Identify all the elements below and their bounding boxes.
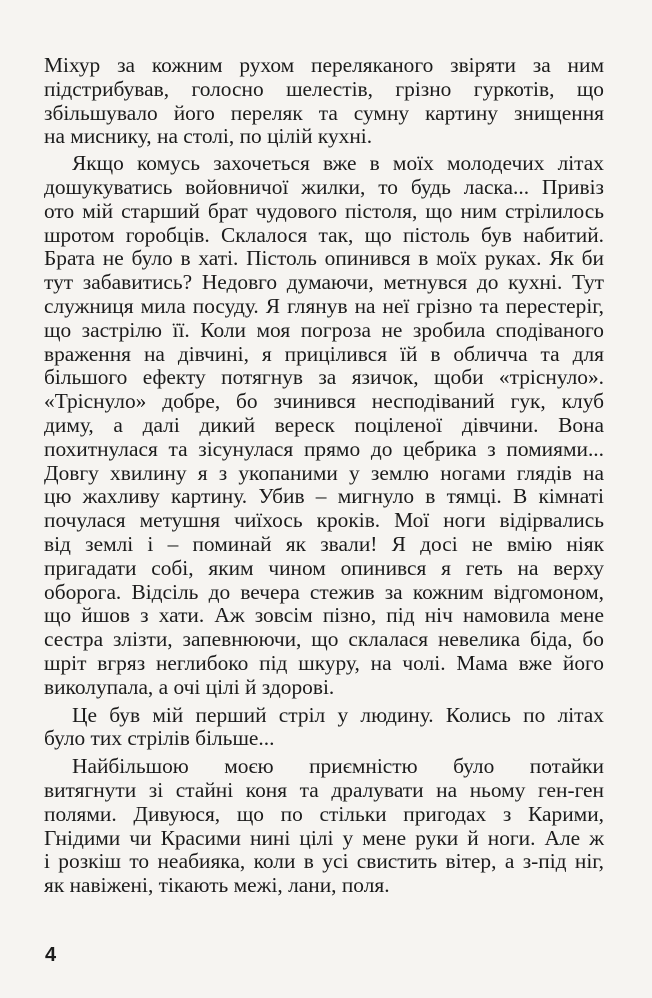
- text-line: на миснику, на столі, по цілій кухні.: [44, 124, 373, 149]
- text-line: більшого ефекту потягнув за язичок, щоби «тріснуло».: [44, 365, 604, 390]
- page-text: [44, 54, 604, 898]
- paragraph: [44, 755, 604, 898]
- text-line: почулася метушня чиїхось кроків. Мої ноги відірвались: [44, 508, 604, 533]
- text-line: диму, а далі дикий вереск поціленої дівчини. Вона: [44, 412, 604, 437]
- text-line: Міхур за кожним рухом переляканого звіряти за ним: [44, 53, 604, 77]
- text-line: оборога. Відсіль до вечера стежив за кожним відгомоном,: [44, 579, 604, 604]
- text-line: враження на дівчині, я прицілився їй в обличча та для: [44, 341, 604, 366]
- text-line: Якщо комусь захочеться вже в моїх молодечих літах: [72, 151, 604, 176]
- text-line: і розкіш то неабияка, коли в усі свистить вітер, а з-під ніг,: [44, 849, 604, 874]
- text-line: служниця мила посуду. Я глянув на неї грізно та перестеріг,: [44, 293, 604, 318]
- text-line: цю жахливу картину. Убив – мигнуло в тямці. В кімнаті: [44, 484, 604, 509]
- text-line: пригадати собі, яким чином опинився я геть на верху: [44, 555, 604, 580]
- text-line: тут забавитись? Недовго думаючи, метнувся до кухні. Тут: [44, 270, 604, 295]
- text-line: збільшувало його переляк та сумну картину знищення: [44, 100, 604, 125]
- text-line: похитнулася та зісунулася прямо до цебрика з помиями...: [44, 436, 604, 461]
- text-line: Брата не було в хаті. Пістоль опинився в моїх руках. Як би: [44, 246, 604, 271]
- text-line: «Тріснуло» добре, бо зчинився несподіваний гук, клуб: [44, 389, 604, 414]
- text-line: витягнути зі стайні коня та дралувати на ньому ген-ген: [44, 777, 604, 802]
- text-line: що йшов з хати. Аж зовсім пізно, під ніч намовила мене: [44, 603, 604, 628]
- paragraph: [44, 704, 604, 752]
- text-line: полями. Дивуюся, що по стільки пригодах з Карими,: [44, 801, 604, 826]
- text-line: було тих стрілів більше...: [44, 726, 275, 751]
- paragraph: [44, 152, 604, 699]
- text-line: підстрибував, голосно шелестів, грізно гуркотів, що: [44, 76, 604, 101]
- text-line: шротом горобців. Склалося так, що пістоль був набитий.: [44, 222, 604, 247]
- text-line: що застрілю її. Коли моя погроза не зробила сподіваного: [44, 317, 604, 342]
- text-line: від землі і – поминай як звали! Я досі не вмію ніяк: [44, 531, 604, 556]
- text-line: шріт вгряз неглибоко під шкуру, на чолі. Мама вже його: [44, 650, 604, 675]
- text-line: ото мій старший брат чудового пістоля, що ним стрілилось: [44, 198, 604, 223]
- text-line: Гнідими чи Красими нині цілі у мене руки й ноги. Але ж: [44, 825, 604, 850]
- text-line: виколупала, а очі цілі й здорові.: [44, 674, 335, 699]
- paragraph: [44, 54, 604, 149]
- text-line: Найбільшою моєю приємністю було потайки: [72, 754, 604, 779]
- text-line: дошукуватись войовничої жилки, то будь ласка... Привіз: [44, 174, 604, 199]
- text-line: Це був мій перший стріл у людину. Колись по літах: [72, 702, 604, 727]
- page-number: 4: [45, 944, 57, 966]
- text-line: сестра злізти, запевнюючи, що склалася невелика біда, бо: [44, 627, 604, 652]
- text-line: як навіжені, тікають межі, лани, поля.: [44, 873, 390, 898]
- text-line: Довгу хвилину я з укопаними у землю ногами глядів на: [44, 460, 604, 485]
